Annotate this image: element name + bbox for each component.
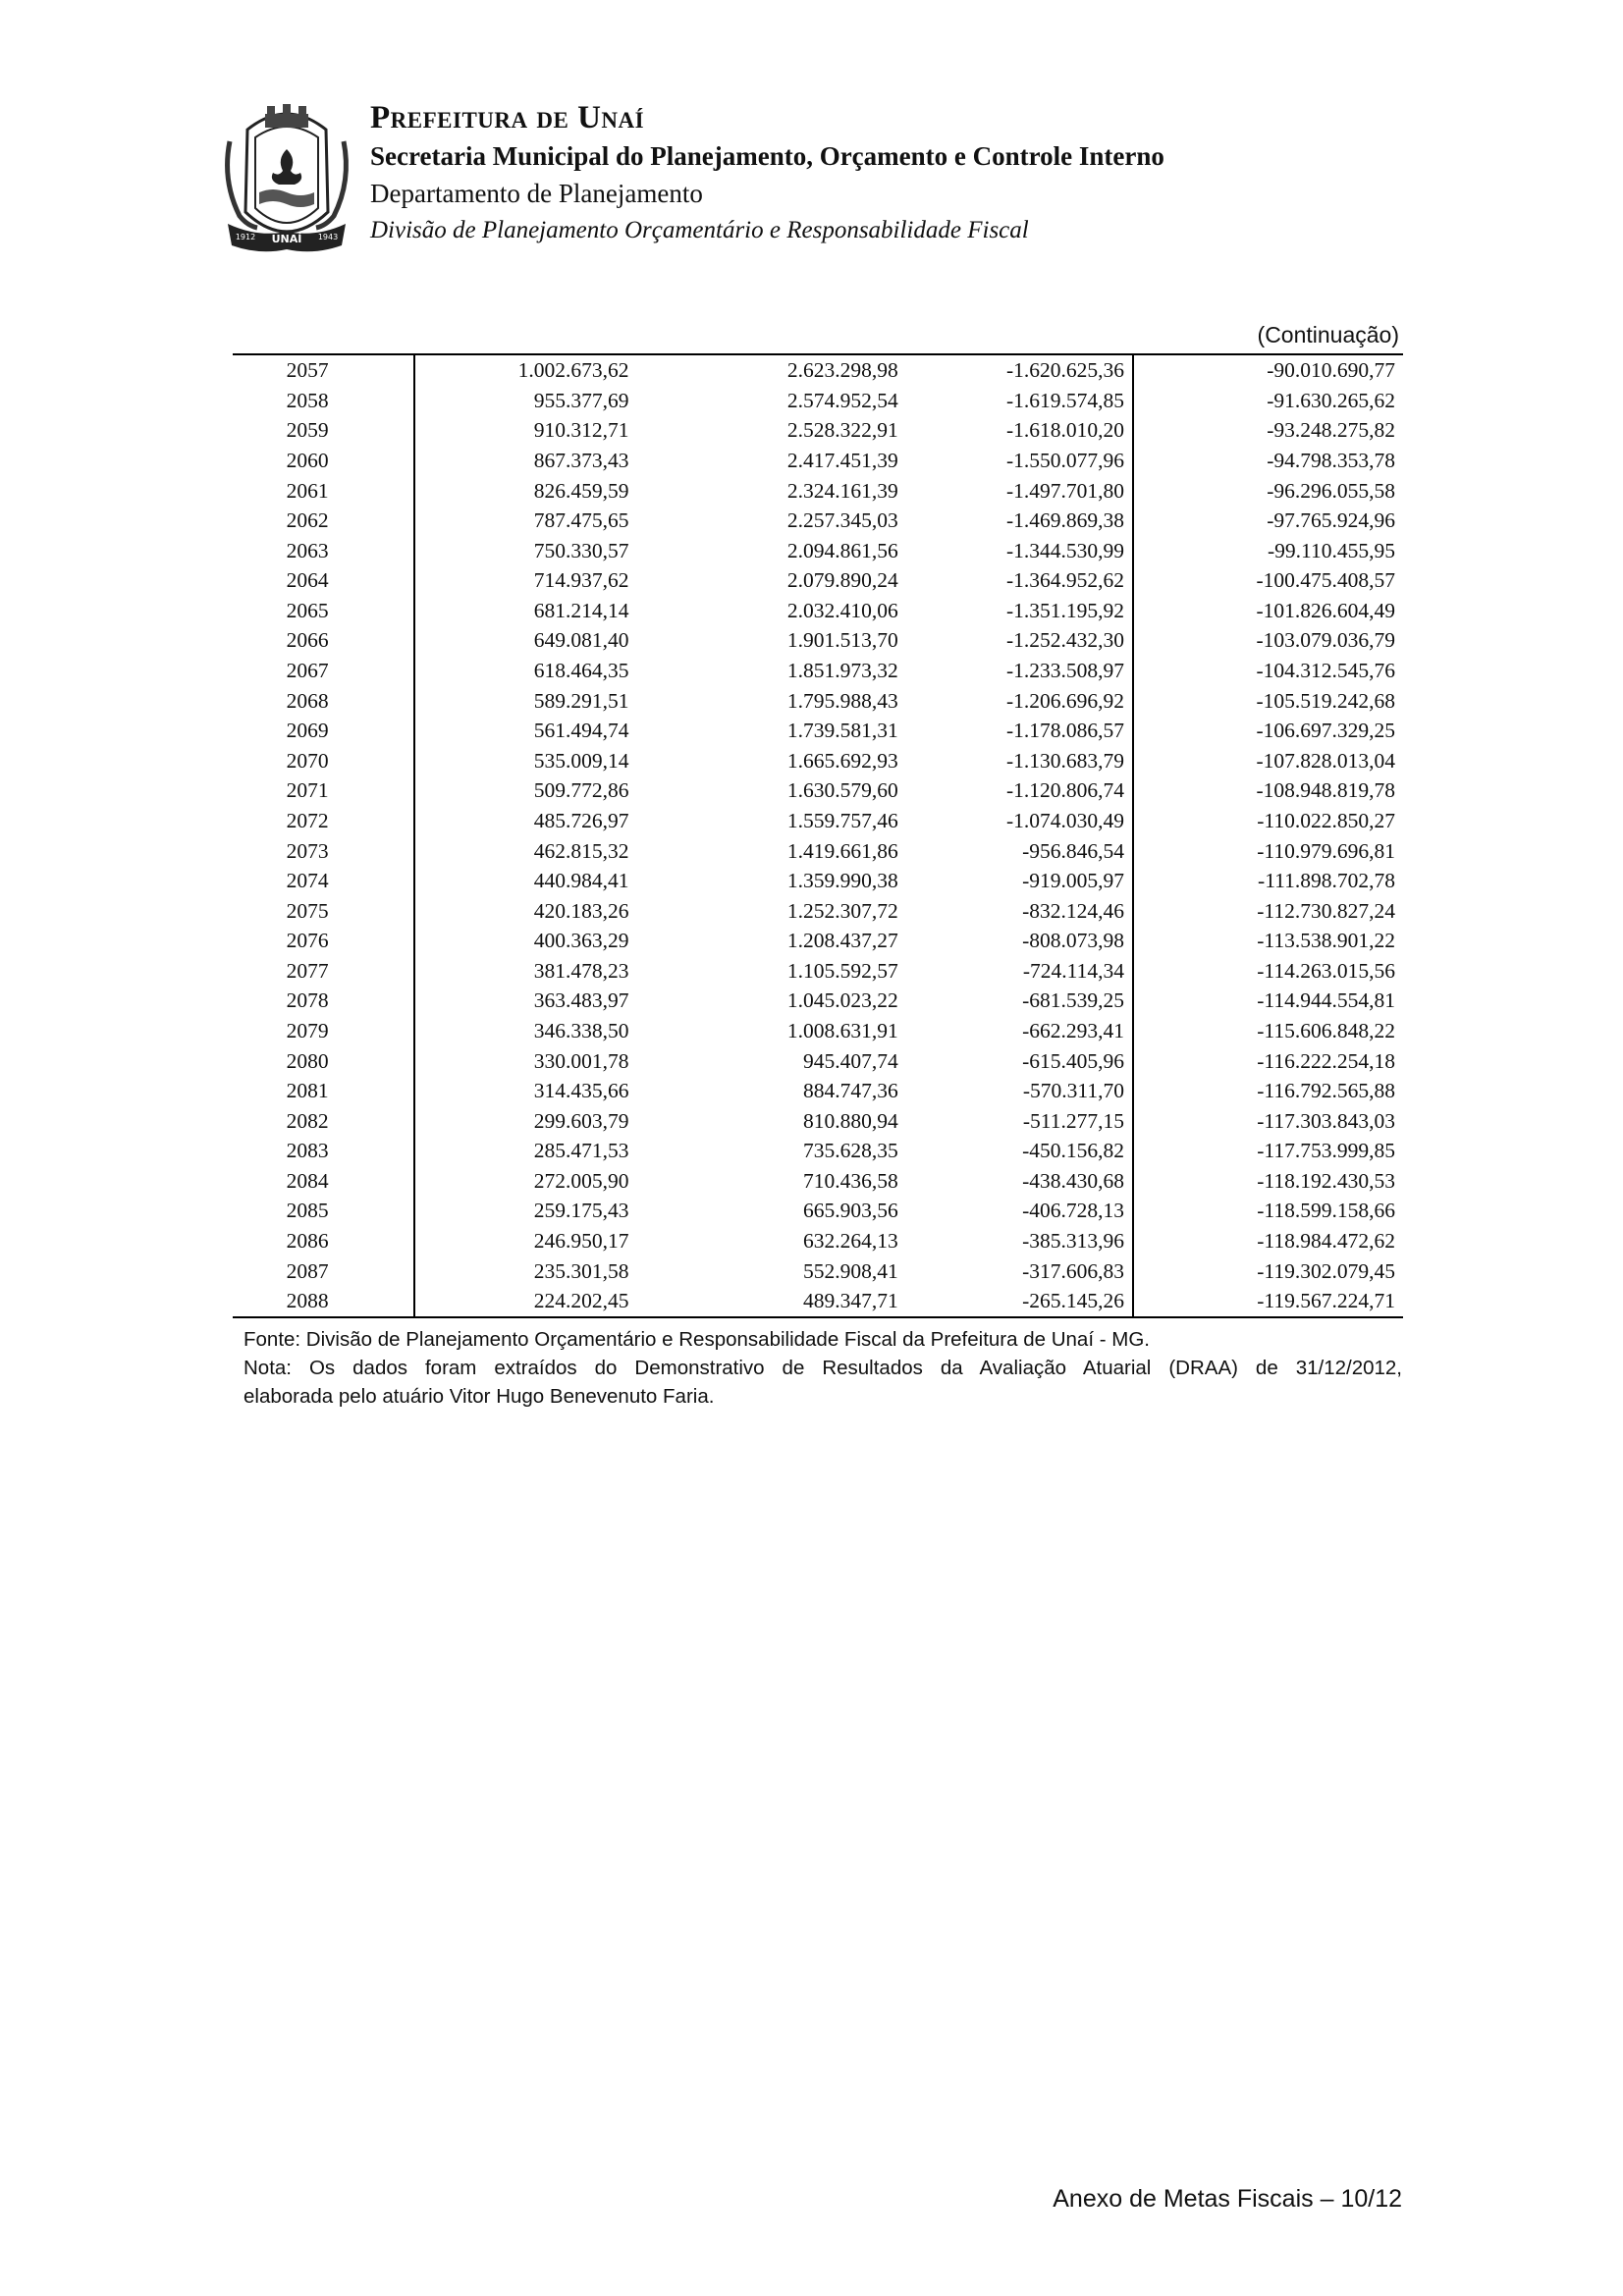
year-cell: 2082 — [286, 1108, 329, 1133]
value-cell-d: -101.826.604,49 — [1133, 596, 1403, 626]
value-cell-d: -93.248.275,82 — [1133, 415, 1403, 446]
value-cell-d: -110.979.696,81 — [1133, 835, 1403, 866]
value-cell-d: -115.606.848,22 — [1133, 1016, 1403, 1046]
nota-line-2: elaborada pelo atuário Vitor Hugo Benevenuto Faria. — [243, 1385, 715, 1408]
value-cell-a: 440.984,41 — [414, 866, 636, 896]
value-cell-a: 561.494,74 — [414, 716, 636, 746]
value-cell-c: -1.178.086,57 — [1005, 719, 1125, 743]
year-cell: 2081 — [286, 1079, 329, 1103]
value-cell-c: -1.233.508,97 — [1005, 659, 1125, 683]
value-cell-a: 535.009,14 — [414, 746, 636, 776]
table-row — [233, 775, 1403, 806]
table-row — [233, 446, 1403, 476]
value-cell-d: -110.022.850,27 — [1133, 806, 1403, 836]
value-cell-b: 1.630.579,60 — [786, 778, 898, 803]
table-row — [233, 956, 1403, 987]
value-cell-c: -615.405,96 — [1022, 1048, 1125, 1073]
value-cell-c: -1.618.010,20 — [1005, 418, 1125, 443]
value-cell-d: -105.519.242,68 — [1133, 685, 1403, 716]
table-row — [233, 354, 1403, 386]
value-cell-b: 884.747,36 — [802, 1079, 898, 1103]
year-cell: 2066 — [286, 628, 329, 653]
year-cell: 2078 — [286, 988, 329, 1013]
value-cell-d: -113.538.901,22 — [1133, 926, 1403, 956]
table-row — [233, 1226, 1403, 1256]
value-cell-b: 665.903,56 — [802, 1199, 898, 1223]
table-row — [233, 535, 1403, 565]
value-cell-c: -1.469.869,38 — [1005, 508, 1125, 533]
value-cell-d: -104.312.545,76 — [1133, 656, 1403, 686]
year-cell: 2060 — [286, 449, 329, 473]
value-cell-a: 681.214,14 — [414, 596, 636, 626]
value-cell-b: 1.105.592,57 — [786, 958, 898, 983]
value-cell-c: -1.252.432,30 — [1005, 628, 1125, 653]
value-cell-a: 787.475,65 — [414, 506, 636, 536]
value-cell-a: 246.950,17 — [414, 1226, 636, 1256]
value-cell-b: 632.264,13 — [802, 1229, 898, 1254]
table-row — [233, 1076, 1403, 1106]
year-cell: 2079 — [286, 1019, 329, 1042]
value-cell-b: 1.208.437,27 — [786, 929, 898, 953]
table-row — [233, 625, 1403, 656]
value-cell-a: 314.435,66 — [414, 1076, 636, 1106]
value-cell-d: -108.948.819,78 — [1133, 775, 1403, 806]
value-cell-c: -808.073,98 — [1022, 929, 1125, 953]
continuation-label: (Continuação) — [1257, 322, 1399, 347]
value-cell-c: -1.497.701,80 — [1005, 478, 1125, 503]
year-cell: 2088 — [233, 1286, 414, 1317]
table-row — [233, 1016, 1403, 1046]
table-row — [233, 986, 1403, 1016]
year-cell: 2061 — [286, 478, 329, 503]
table-row — [233, 1105, 1403, 1136]
table-row — [233, 895, 1403, 926]
value-cell-b: 1.739.581,31 — [786, 719, 898, 743]
year-cell: 2074 — [286, 869, 329, 893]
value-cell-a: 235.301,58 — [414, 1255, 636, 1286]
value-cell-c: -919.005,97 — [1022, 869, 1125, 893]
year-cell: 2057 — [233, 354, 414, 386]
value-cell-b: 2.623.298,98 — [637, 354, 906, 386]
value-cell-d: -118.599.158,66 — [1133, 1196, 1403, 1226]
year-cell: 2077 — [286, 958, 329, 983]
value-cell-b: 2.079.890,24 — [786, 568, 898, 593]
value-cell-b: 1.045.023,22 — [786, 988, 898, 1013]
value-cell-c: -570.311,70 — [1022, 1079, 1125, 1103]
value-cell-a: 826.459,59 — [414, 475, 636, 506]
table-row — [233, 415, 1403, 446]
value-cell-b: 2.094.861,56 — [786, 538, 898, 562]
value-cell-a: 272.005,90 — [414, 1166, 636, 1197]
value-cell-a: 714.937,62 — [414, 565, 636, 596]
value-cell-b: 1.252.307,72 — [786, 898, 898, 923]
value-cell-a: 910.312,71 — [414, 415, 636, 446]
table-row — [233, 506, 1403, 536]
year-cell: 2083 — [286, 1139, 329, 1163]
value-cell-a: 400.363,29 — [414, 926, 636, 956]
divisao-name: Divisão de Planejamento Orçamentário e Responsabilidade Fiscal — [370, 217, 1029, 243]
value-cell-b: 489.347,71 — [637, 1286, 906, 1317]
year-cell: 2063 — [286, 538, 329, 562]
year-cell: 2073 — [286, 838, 329, 863]
value-cell-b: 2.257.345,03 — [786, 508, 898, 533]
table-row — [233, 716, 1403, 746]
value-cell-d: -117.753.999,85 — [1133, 1136, 1403, 1166]
table-row — [233, 386, 1403, 416]
prefeitura-title: Prefeitura de Unaí — [370, 100, 645, 135]
value-cell-d: -106.697.329,25 — [1133, 716, 1403, 746]
value-cell-a: 955.377,69 — [414, 386, 636, 416]
value-cell-b: 1.559.757,46 — [786, 808, 898, 832]
municipal-crest-logo — [218, 102, 355, 259]
value-cell-b: 1.008.631,91 — [786, 1019, 898, 1042]
year-cell: 2076 — [286, 929, 329, 953]
value-cell-c: -681.539,25 — [1022, 988, 1125, 1013]
table-row — [233, 835, 1403, 866]
value-cell-c: -1.364.952,62 — [1005, 568, 1125, 593]
value-cell-d: -97.765.924,96 — [1133, 506, 1403, 536]
value-cell-a: 346.338,50 — [414, 1016, 636, 1046]
value-cell-b: 552.908,41 — [802, 1258, 898, 1283]
value-cell-a: 649.081,40 — [414, 625, 636, 656]
value-cell-d: -107.828.013,04 — [1133, 746, 1403, 776]
value-cell-c: -1.120.806,74 — [1005, 778, 1125, 803]
year-cell: 2058 — [286, 388, 329, 412]
year-cell: 2087 — [286, 1258, 329, 1283]
table-row — [233, 926, 1403, 956]
value-cell-d: -90.010.690,77 — [1133, 354, 1403, 386]
value-cell-a: 867.373,43 — [414, 446, 636, 476]
value-cell-b: 2.032.410,06 — [786, 598, 898, 622]
value-cell-a: 259.175,43 — [414, 1196, 636, 1226]
value-cell-b: 945.407,74 — [802, 1048, 898, 1073]
value-cell-a: 589.291,51 — [414, 685, 636, 716]
value-cell-d: -103.079.036,79 — [1133, 625, 1403, 656]
value-cell-d: -118.984.472,62 — [1133, 1226, 1403, 1256]
value-cell-d: -114.944.554,81 — [1133, 986, 1403, 1016]
value-cell-a: 420.183,26 — [414, 895, 636, 926]
year-cell: 2064 — [286, 568, 329, 593]
year-cell: 2065 — [286, 598, 329, 622]
year-cell: 2067 — [286, 659, 329, 683]
crest-year-right: 1943 — [317, 233, 339, 241]
value-cell-b: 1.795.988,43 — [786, 688, 898, 713]
table-row — [233, 746, 1403, 776]
table-row — [233, 806, 1403, 836]
value-cell-c: -406.728,13 — [1022, 1199, 1125, 1223]
crest-banner-text: UNAÍ — [271, 233, 302, 245]
value-cell-b: 810.880,94 — [802, 1108, 898, 1133]
value-cell-d: -91.630.265,62 — [1133, 386, 1403, 416]
value-cell-c: -1.130.683,79 — [1005, 748, 1125, 773]
value-cell-b: 1.901.513,70 — [786, 628, 898, 653]
value-cell-c: -450.156,82 — [1022, 1139, 1125, 1163]
value-cell-a: 299.603,79 — [414, 1105, 636, 1136]
table-row — [233, 1166, 1403, 1197]
value-cell-d: -116.222.254,18 — [1133, 1045, 1403, 1076]
value-cell-a: 363.483,97 — [414, 986, 636, 1016]
value-cell-b: 1.419.661,86 — [786, 838, 898, 863]
value-cell-b: 735.628,35 — [802, 1139, 898, 1163]
table-row — [233, 1045, 1403, 1076]
value-cell-c: -1.619.574,85 — [1005, 388, 1125, 412]
value-cell-c: -662.293,41 — [1022, 1019, 1125, 1042]
value-cell-d: -118.192.430,53 — [1133, 1166, 1403, 1197]
value-cell-b: 2.574.952,54 — [786, 388, 898, 412]
page-footer: Anexo de Metas Fiscais – 10/12 — [1053, 2185, 1402, 2213]
value-cell-c: -1.550.077,96 — [1005, 449, 1125, 473]
value-cell-b: 1.359.990,38 — [786, 869, 898, 893]
value-cell-b: 710.436,58 — [802, 1168, 898, 1193]
value-cell-a: 224.202,45 — [414, 1286, 636, 1317]
value-cell-a: 1.002.673,62 — [414, 354, 636, 386]
projection-table — [233, 353, 1403, 1318]
table-notes — [243, 1325, 1402, 1411]
table-row — [233, 1196, 1403, 1226]
table-body — [233, 354, 1403, 1317]
nota-line-1: Nota: Os dados foram extraídos do Demonstrativo de Resultados da Avaliação Atuarial (DRAA) de 31/12/2012, — [243, 1357, 1402, 1379]
table-row — [233, 656, 1403, 686]
value-cell-a: 750.330,57 — [414, 535, 636, 565]
value-cell-d: -116.792.565,88 — [1133, 1076, 1403, 1106]
page-header — [218, 98, 1357, 265]
value-cell-b: 2.528.322,91 — [786, 418, 898, 443]
year-cell: 2085 — [286, 1199, 329, 1223]
value-cell-b: 2.417.451,39 — [786, 449, 898, 473]
value-cell-c: -1.351.195,92 — [1005, 598, 1125, 622]
value-cell-d: -117.303.843,03 — [1133, 1105, 1403, 1136]
year-cell: 2086 — [286, 1229, 329, 1254]
value-cell-a: 509.772,86 — [414, 775, 636, 806]
value-cell-b: 2.324.161,39 — [786, 478, 898, 503]
value-cell-c: -1.620.625,36 — [906, 354, 1133, 386]
value-cell-c: -265.145,26 — [906, 1286, 1133, 1317]
value-cell-c: -1.074.030,49 — [1005, 808, 1125, 832]
value-cell-d: -119.302.079,45 — [1133, 1255, 1403, 1286]
value-cell-c: -1.206.696,92 — [1005, 688, 1125, 713]
year-cell: 2080 — [286, 1048, 329, 1073]
year-cell: 2069 — [286, 719, 329, 743]
value-cell-d: -119.567.224,71 — [1133, 1286, 1403, 1317]
value-cell-a: 462.815,32 — [414, 835, 636, 866]
table-row — [233, 1136, 1403, 1166]
value-cell-a: 285.471,53 — [414, 1136, 636, 1166]
year-cell: 2062 — [286, 508, 329, 533]
departamento-name: Departamento de Planejamento — [370, 179, 703, 208]
value-cell-c: -438.430,68 — [1022, 1168, 1125, 1193]
crest-year-left: 1912 — [235, 233, 256, 241]
year-cell: 2070 — [286, 748, 329, 773]
value-cell-c: -724.114,34 — [1022, 958, 1125, 983]
value-cell-d: -114.263.015,56 — [1133, 956, 1403, 987]
value-cell-d: -96.296.055,58 — [1133, 475, 1403, 506]
value-cell-d: -99.110.455,95 — [1133, 535, 1403, 565]
value-cell-c: -956.846,54 — [1022, 838, 1125, 863]
value-cell-d: -111.898.702,78 — [1133, 866, 1403, 896]
value-cell-a: 330.001,78 — [414, 1045, 636, 1076]
value-cell-b: 1.665.692,93 — [786, 748, 898, 773]
fonte-note: Fonte: Divisão de Planejamento Orçamentário e Responsabilidade Fiscal da Prefeitura de Unaí - MG. — [243, 1328, 1150, 1351]
table-row — [233, 475, 1403, 506]
value-cell-d: -94.798.353,78 — [1133, 446, 1403, 476]
value-cell-a: 381.478,23 — [414, 956, 636, 987]
year-cell: 2072 — [286, 808, 329, 832]
value-cell-d: -100.475.408,57 — [1133, 565, 1403, 596]
value-cell-c: -1.344.530,99 — [1005, 538, 1125, 562]
year-cell: 2084 — [286, 1168, 329, 1193]
table-row — [233, 596, 1403, 626]
table-row — [233, 866, 1403, 896]
year-cell: 2068 — [286, 688, 329, 713]
value-cell-a: 618.464,35 — [414, 656, 636, 686]
secretaria-name: Secretaria Municipal do Planejamento, Orçamento e Controle Interno — [370, 141, 1164, 171]
value-cell-a: 485.726,97 — [414, 806, 636, 836]
year-cell: 2071 — [286, 778, 329, 803]
value-cell-c: -317.606,83 — [1022, 1258, 1125, 1283]
table-row — [233, 565, 1403, 596]
value-cell-c: -385.313,96 — [1022, 1229, 1125, 1254]
table-row — [233, 1255, 1403, 1286]
value-cell-c: -511.277,15 — [1022, 1108, 1125, 1133]
table-row — [233, 685, 1403, 716]
year-cell: 2059 — [286, 418, 329, 443]
value-cell-b: 1.851.973,32 — [786, 659, 898, 683]
year-cell: 2075 — [286, 898, 329, 923]
value-cell-c: -832.124,46 — [1022, 898, 1125, 923]
value-cell-d: -112.730.827,24 — [1133, 895, 1403, 926]
table-row — [233, 1286, 1403, 1317]
